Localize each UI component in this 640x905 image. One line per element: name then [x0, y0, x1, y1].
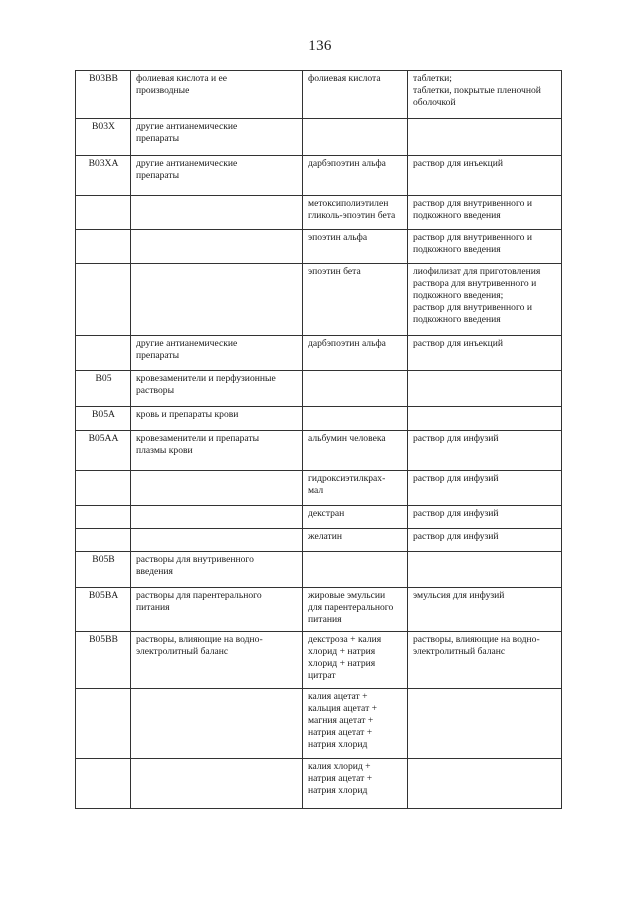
cell-text-line: B05 [95, 373, 112, 384]
cell-text-line: дарбэпоэтин альфа [308, 158, 386, 169]
cell-text-line: производные [136, 85, 190, 96]
atc-code-cell [76, 119, 131, 156]
group-name-cell [131, 588, 303, 632]
table-row [76, 264, 562, 336]
table-row [76, 588, 562, 632]
cell-text-line: растворы, влияющие на водно- [413, 634, 540, 645]
cell-text-line: для парентерального [308, 602, 394, 613]
group-name-cell [131, 689, 303, 759]
table-row [76, 759, 562, 809]
cell-text-line: цитрат [308, 670, 336, 681]
table-row [76, 689, 562, 759]
group-name-cell [131, 336, 303, 371]
substance-cell [303, 552, 408, 588]
cell-text-line: B05BA [88, 590, 119, 601]
table-row [76, 431, 562, 471]
cell-text-line: кровезаменители и препараты [136, 433, 260, 444]
cell-text-line: хлорид + натрия [308, 658, 376, 669]
cell-text-line: фолиевая кислота [308, 73, 381, 84]
dosage-form-cell [408, 371, 562, 407]
cell-text-line: плазмы крови [136, 445, 193, 456]
cell-text-line: раствор для инъекций [413, 158, 503, 169]
cell-text-line: раствор для инфузий [413, 433, 499, 444]
cell-text-line: растворы для внутривенного [136, 554, 254, 565]
cell-text-line: оболочкой [413, 97, 456, 108]
table-row [76, 371, 562, 407]
group-name-cell [131, 371, 303, 407]
cell-text-line: таблетки; [413, 73, 452, 84]
atc-code-cell [76, 431, 131, 471]
substance-cell [303, 632, 408, 689]
cell-text-line: эмульсия для инфузий [413, 590, 505, 601]
substance-cell [303, 759, 408, 809]
cell-text-line: B03BB [89, 73, 118, 84]
atc-code-cell [76, 588, 131, 632]
atc-code-cell [76, 689, 131, 759]
substance-cell [303, 431, 408, 471]
page-number: 136 [308, 38, 332, 54]
cell-text-line: декстроза + калия [308, 634, 382, 645]
cell-text-line: B05B [92, 554, 115, 565]
cell-text-line: B05A [92, 409, 115, 420]
cell-text-line: раствор для внутривенного и [413, 232, 532, 243]
cell-text-line: эпоэтин бета [308, 266, 361, 277]
substance-cell [303, 689, 408, 759]
table-row [76, 552, 562, 588]
atc-code-cell [76, 264, 131, 336]
cell-text-line: кровезаменители и перфузионные [136, 373, 276, 384]
cell-text-line: препараты [136, 133, 180, 144]
cell-text-line: раствор для инфузий [413, 508, 499, 519]
table-row [76, 71, 562, 119]
cell-text-line: питания [136, 602, 170, 613]
cell-text-line: гликоль-эпоэтин бета [308, 210, 396, 221]
cell-text-line: магния ацетат + [308, 715, 374, 726]
table-body [76, 71, 562, 809]
atc-code-cell [76, 407, 131, 431]
substance-cell [303, 336, 408, 371]
cell-text-line: B05AA [88, 433, 119, 444]
table-row [76, 529, 562, 552]
cell-text-line: препараты [136, 170, 180, 181]
cell-text-line: хлорид + натрия [308, 646, 376, 657]
cell-text-line: калия хлорид + [308, 761, 371, 772]
cell-text-line: раствор для внутривенного и [413, 302, 532, 313]
group-name-cell [131, 529, 303, 552]
group-name-cell [131, 632, 303, 689]
cell-text-line: B05BB [89, 634, 118, 645]
dosage-form-cell [408, 506, 562, 529]
cell-text-line: B03X [92, 121, 115, 132]
substance-cell [303, 471, 408, 506]
atc-code-cell [76, 371, 131, 407]
cell-text-line: калия ацетат + [308, 691, 368, 702]
cell-text-line: подкожного введения [413, 244, 501, 255]
atc-code-cell [76, 230, 131, 264]
substance-cell [303, 371, 408, 407]
group-name-cell [131, 431, 303, 471]
group-name-cell [131, 196, 303, 230]
group-name-cell [131, 471, 303, 506]
cell-text-line: кальция ацетат + [308, 703, 378, 714]
cell-text-line: метоксиполиэтилен [308, 198, 389, 209]
atc-code-cell [76, 71, 131, 119]
atc-code-cell [76, 471, 131, 506]
cell-text-line: раствор для инфузий [413, 473, 499, 484]
cell-text-line: другие антианемические [136, 158, 238, 169]
dosage-form-cell [408, 407, 562, 431]
substance-cell [303, 588, 408, 632]
dosage-form-cell [408, 336, 562, 371]
cell-text-line: желатин [308, 531, 343, 542]
cell-text-line: раствора для внутривенного и [413, 278, 537, 289]
cell-text-line: B03XA [88, 158, 119, 169]
atc-code-cell [76, 759, 131, 809]
cell-text-line: питания [308, 614, 342, 625]
substance-cell [303, 264, 408, 336]
table-row [76, 119, 562, 156]
cell-text-line: подкожного введения; [413, 290, 504, 301]
cell-text-line: раствор для внутривенного и [413, 198, 532, 209]
cell-text-line: растворы для парентерального [136, 590, 262, 601]
dosage-form-cell [408, 552, 562, 588]
cell-text-line: другие антианемические [136, 121, 238, 132]
cell-text-line: другие антианемические [136, 338, 238, 349]
substance-cell [303, 506, 408, 529]
dosage-form-cell [408, 632, 562, 689]
cell-text-line: альбумин человека [308, 433, 386, 444]
table-row [76, 196, 562, 230]
substance-cell [303, 230, 408, 264]
atc-code-cell [76, 156, 131, 196]
cell-text-line: таблетки, покрытые пленочной [413, 85, 541, 96]
group-name-cell [131, 119, 303, 156]
substance-cell [303, 156, 408, 196]
substance-cell [303, 119, 408, 156]
cell-text-line: декстран [308, 508, 345, 519]
cell-text-line: подкожного введения [413, 210, 501, 221]
cell-text-line: эпоэтин альфа [308, 232, 368, 243]
dosage-form-cell [408, 471, 562, 506]
atc-code-cell [76, 529, 131, 552]
table-row [76, 156, 562, 196]
group-name-cell [131, 552, 303, 588]
substance-cell [303, 407, 408, 431]
atc-code-cell [76, 336, 131, 371]
table-row [76, 336, 562, 371]
dosage-form-cell [408, 196, 562, 230]
cell-text-line: мал [308, 485, 324, 496]
substance-cell [303, 196, 408, 230]
cell-text-line: гидроксиэтилкрах- [308, 473, 386, 484]
cell-text-line: дарбэпоэтин альфа [308, 338, 386, 349]
group-name-cell [131, 230, 303, 264]
dosage-form-cell [408, 230, 562, 264]
group-name-cell [131, 71, 303, 119]
atc-code-cell [76, 632, 131, 689]
cell-text-line: лиофилизат для приготовления [413, 266, 541, 277]
dosage-form-cell [408, 119, 562, 156]
cell-text-line: препараты [136, 350, 180, 361]
table-row [76, 230, 562, 264]
cell-text-line: раствор для инъекций [413, 338, 503, 349]
cell-text-line: растворы [136, 385, 175, 396]
atc-code-cell [76, 196, 131, 230]
group-name-cell [131, 759, 303, 809]
cell-text-line: натрия ацетат + [308, 773, 373, 784]
cell-text-line: раствор для инфузий [413, 531, 499, 542]
group-name-cell [131, 506, 303, 529]
cell-text-line: натрия хлорид [308, 785, 368, 796]
substance-cell [303, 529, 408, 552]
cell-text-line: электролитный баланс [136, 646, 229, 657]
group-name-cell [131, 407, 303, 431]
dosage-form-cell [408, 689, 562, 759]
cell-text-line: натрия хлорид [308, 739, 368, 750]
atc-code-cell [76, 506, 131, 529]
drug-classification-table [75, 70, 562, 809]
cell-text-line: фолиевая кислота и ее [136, 73, 228, 84]
cell-text-line: введения [136, 566, 173, 577]
dosage-form-cell [408, 529, 562, 552]
dosage-form-cell [408, 431, 562, 471]
group-name-cell [131, 264, 303, 336]
cell-text-line: электролитный баланс [413, 646, 506, 657]
cell-text-line: жировые эмульсии [308, 590, 386, 601]
cell-text-line: растворы, влияющие на водно- [136, 634, 263, 645]
cell-text-line: натрия ацетат + [308, 727, 373, 738]
dosage-form-cell [408, 759, 562, 809]
group-name-cell [131, 156, 303, 196]
table-row [76, 506, 562, 529]
cell-text-line: кровь и препараты крови [136, 409, 239, 420]
cell-text-line: подкожного введения [413, 314, 501, 325]
table-row [76, 632, 562, 689]
dosage-form-cell [408, 71, 562, 119]
atc-code-cell [76, 552, 131, 588]
dosage-form-cell [408, 588, 562, 632]
table-row [76, 407, 562, 431]
table-row [76, 471, 562, 506]
dosage-form-cell [408, 264, 562, 336]
dosage-form-cell [408, 156, 562, 196]
substance-cell [303, 71, 408, 119]
